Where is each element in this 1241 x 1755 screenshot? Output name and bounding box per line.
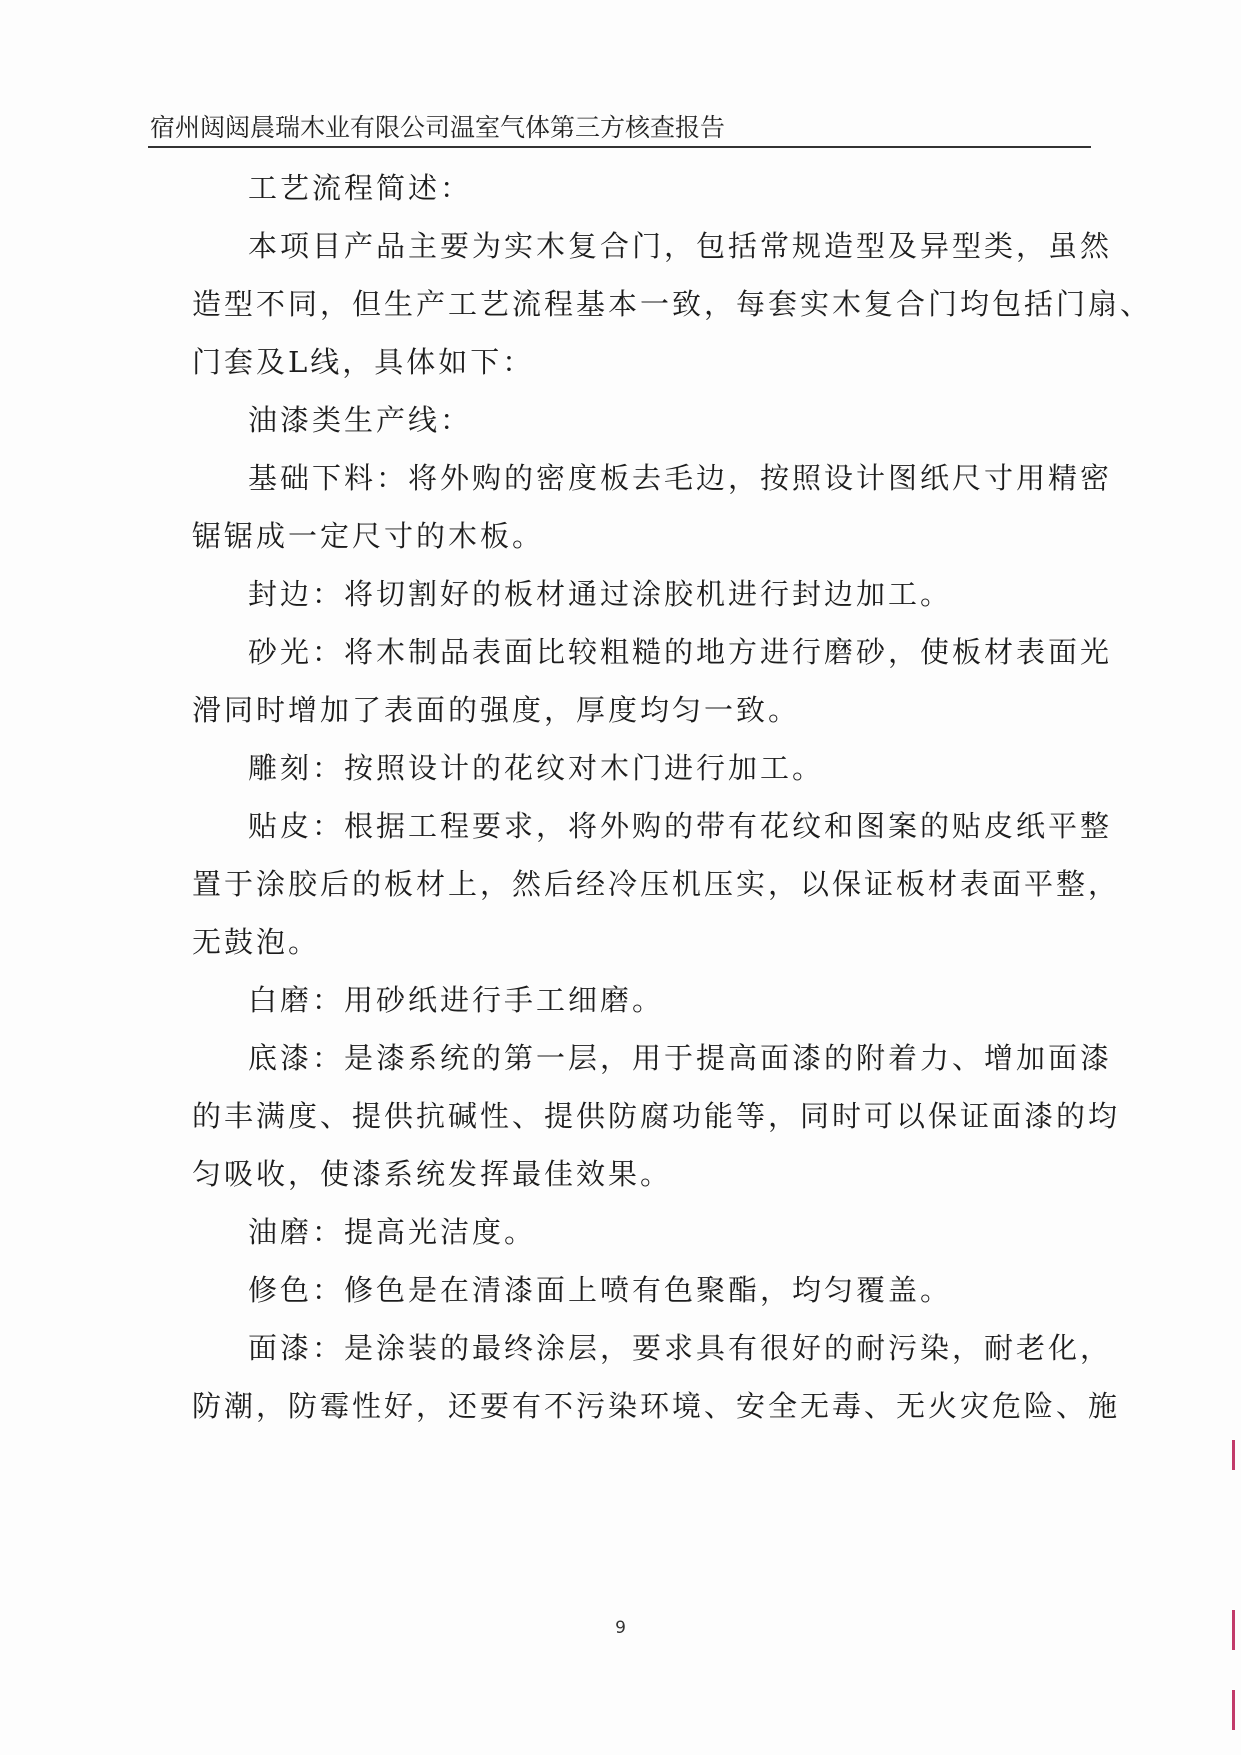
header-divider <box>148 146 1091 148</box>
paragraph-line: 修色：修色是在清漆面上喷有色聚酯，均匀覆盖。 <box>248 1273 953 1307</box>
scan-edge-mark <box>1232 1690 1235 1730</box>
paragraph-line: 置于涂胶后的板材上，然后经冷压机压实，以保证板材表面平整， <box>192 867 1121 901</box>
paragraph-line: 白磨：用砂纸进行手工细磨。 <box>248 983 665 1017</box>
paragraph-line: 锯锯成一定尺寸的木板。 <box>192 519 545 553</box>
paragraph-line: 防潮，防霉性好，还要有不污染环境、安全无毒、无火灾危险、施 <box>192 1389 1121 1423</box>
paragraph-line: 匀吸收，使漆系统发挥最佳效果。 <box>192 1157 673 1191</box>
paragraph-line: 门套及L线，具体如下： <box>192 345 535 379</box>
paragraph-line: 雕刻：按照设计的花纹对木门进行加工。 <box>248 751 825 785</box>
paragraph-line: 砂光：将木制品表面比较粗糙的地方进行磨砂，使板材表面光 <box>248 635 1113 669</box>
paragraph-line: 面漆：是涂装的最终涂层，要求具有很好的耐污染，耐老化， <box>248 1331 1113 1365</box>
paragraph-line: 贴皮：根据工程要求，将外购的带有花纹和图案的贴皮纸平整 <box>248 809 1113 843</box>
paragraph-line: 底漆：是漆系统的第一层，用于提高面漆的附着力、增加面漆 <box>248 1041 1113 1075</box>
paragraph-line: 无鼓泡。 <box>192 925 321 959</box>
paragraph-line: 基础下料：将外购的密度板去毛边，按照设计图纸尺寸用精密 <box>248 461 1113 495</box>
report-header-title: 宿州闼闼晨瑞木业有限公司温室气体第三方核查报告 <box>150 113 726 142</box>
page-number: 9 <box>615 1618 626 1638</box>
paragraph-line: 本项目产品主要为实木复合门，包括常规造型及异型类，虽然 <box>248 229 1113 263</box>
paragraph-line: 的丰满度、提供抗碱性、提供防腐功能等，同时可以保证面漆的均 <box>192 1099 1121 1133</box>
paragraph-line: 油磨：提高光洁度。 <box>248 1215 537 1249</box>
paragraph-heading-line: 油漆类生产线： <box>248 403 473 437</box>
paragraph-line: 封边：将切割好的板材通过涂胶机进行封边加工。 <box>248 577 953 611</box>
paragraph-line: 滑同时增加了表面的强度，厚度均匀一致。 <box>192 693 801 727</box>
scan-edge-mark <box>1232 1610 1235 1650</box>
scan-edge-mark <box>1232 1440 1235 1470</box>
paragraph-heading-process: 工艺流程简述： <box>248 171 473 205</box>
paragraph-line: 造型不同，但生产工艺流程基本一致，每套实木复合门均包括门扇、 <box>192 287 1153 321</box>
